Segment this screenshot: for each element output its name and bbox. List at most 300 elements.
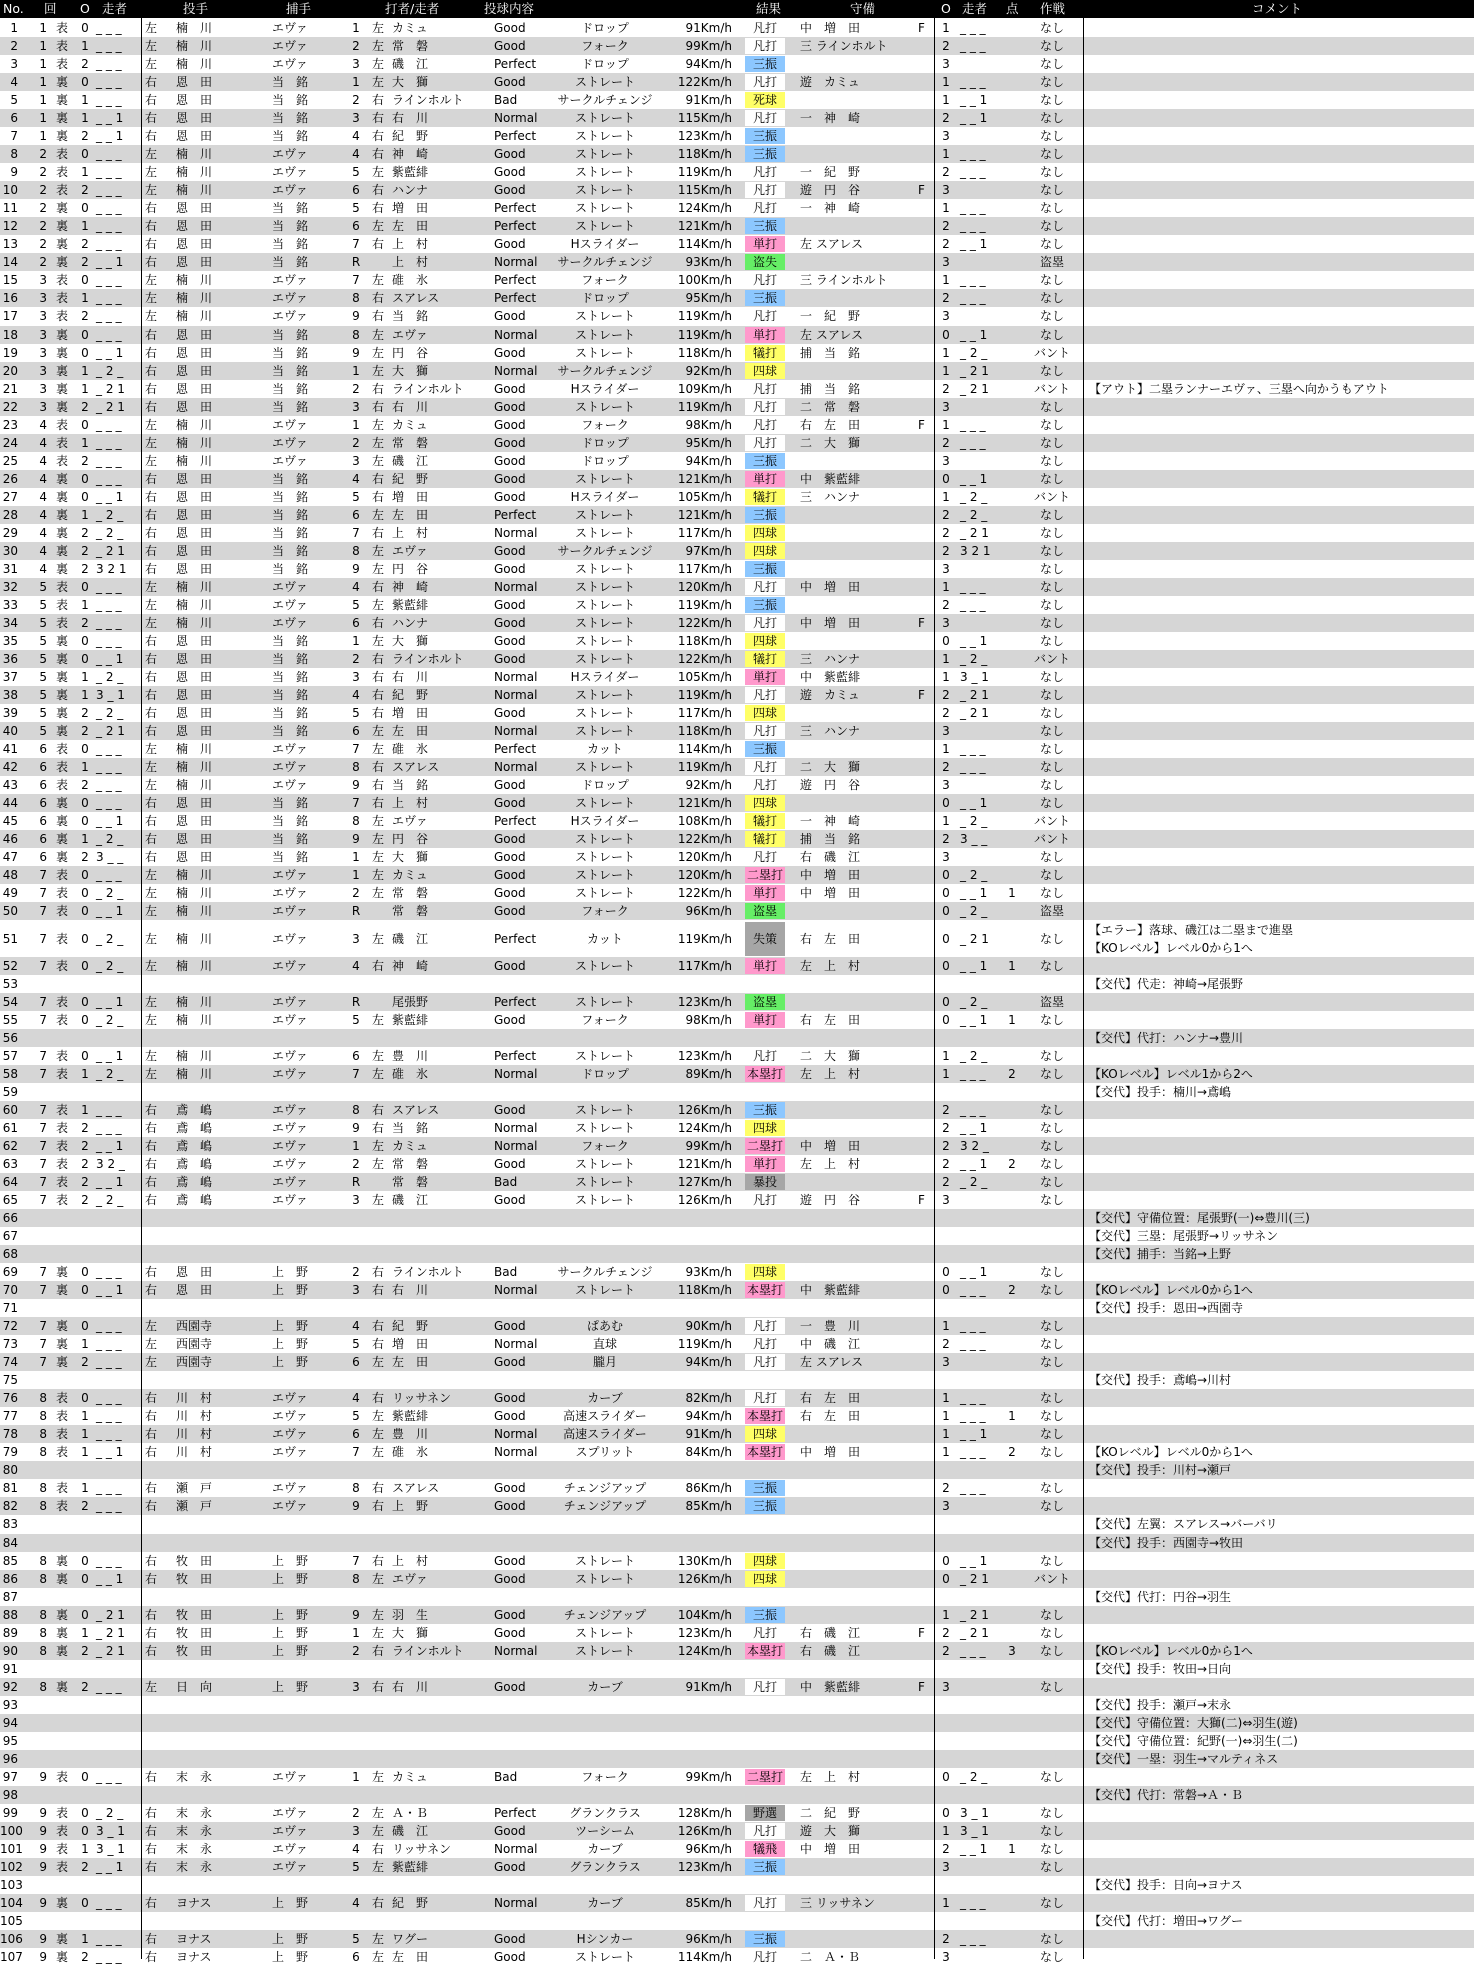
- cell-pitcher: 楠 川: [176, 1066, 213, 1081]
- cell-batter-hand: 左: [372, 1156, 385, 1171]
- cell-pitcher: 恩 田: [176, 850, 213, 865]
- cell-half: 裏: [55, 363, 68, 378]
- cell-outs: 2: [81, 1192, 89, 1207]
- cell-catcher: 上 野: [272, 1643, 309, 1658]
- cell-inning: 8: [39, 1553, 47, 1568]
- cell-runners-after: _ _ _: [960, 219, 986, 234]
- cell-pitch-type: ストレート: [574, 1625, 635, 1640]
- table-row: [0, 1750, 1474, 1768]
- cell-batter-hand: 左: [372, 724, 385, 739]
- cell-play: なし: [1039, 1625, 1064, 1640]
- cell-quality: Good: [494, 1156, 526, 1171]
- cell-defense: 左 スアレス: [800, 1355, 863, 1370]
- cell-inning: 1: [39, 75, 47, 90]
- cell-no: 22: [2, 399, 18, 414]
- cell-result: 四球: [745, 633, 785, 649]
- cell-defense: 右 左 田: [800, 1409, 861, 1424]
- cell-play: なし: [1039, 291, 1064, 306]
- cell-defense: 三 ラインホルト: [800, 39, 888, 54]
- cell-batting-order: 9: [352, 1120, 360, 1135]
- cell-comment: 【KOレベル】レベル0から1へ: [1089, 1643, 1253, 1658]
- cell-result: 本塁打: [746, 1409, 783, 1424]
- cell-catcher: エヴァ: [272, 1860, 308, 1875]
- cell-half: 裏: [55, 850, 68, 865]
- cell-outs: 0: [81, 1391, 89, 1406]
- cell-inning: 3: [39, 327, 47, 342]
- cell-outs-after: 2: [942, 525, 950, 540]
- cell-pitch-type: ドロップ: [581, 435, 629, 450]
- cell-result: 四球: [745, 1264, 785, 1280]
- cell-batter-hand: 左: [372, 435, 385, 450]
- cell-catcher: エヴァ: [272, 886, 308, 901]
- cell-play: なし: [1039, 724, 1064, 739]
- cell-batting-order: 4: [352, 129, 360, 144]
- cell-pitcher-hand: 右: [145, 399, 158, 414]
- cell-pitcher: 鳶 嶋: [176, 1120, 213, 1135]
- cell-half: 裏: [55, 796, 68, 811]
- cell-batter-hand: 右: [372, 796, 385, 811]
- cell-batting-order: 2: [352, 1156, 360, 1171]
- cell-quality: Good: [494, 1409, 526, 1424]
- cell-pitcher: 楠 川: [176, 886, 213, 901]
- cell-no: 69: [2, 1265, 18, 1280]
- cell-quality: Good: [494, 165, 526, 180]
- cell-pitcher-hand: 右: [145, 1824, 158, 1838]
- cell-defense: 一 紀 野: [800, 165, 861, 180]
- cell-pitch-type: サークルチェンジ: [557, 543, 653, 558]
- cell-inning: 4: [39, 471, 47, 486]
- cell-pitcher-hand: 右: [145, 1427, 158, 1442]
- cell-pitcher: 恩 田: [176, 670, 213, 685]
- cell-runners: _ _ _: [96, 1120, 122, 1135]
- cell-batter-hand: 左: [372, 273, 385, 288]
- cell-play: なし: [1039, 525, 1064, 540]
- cell-speed: 126Km/h: [677, 1192, 732, 1207]
- cell-pitch-type: グランクラス: [569, 1805, 641, 1820]
- cell-runners: _ _ _: [96, 309, 122, 324]
- cell-batter-hand: 左: [372, 832, 385, 847]
- cell-pitcher: 鳶 嶋: [176, 1192, 213, 1207]
- cell-batter-hand: 左: [372, 886, 385, 901]
- cell-quality: Bad: [494, 1174, 518, 1189]
- cell-batter-hand: 左: [372, 1805, 385, 1820]
- cell-batter: 大 獅: [392, 75, 429, 90]
- cell-half: 裏: [55, 129, 68, 144]
- cell-pitcher-hand: 右: [145, 670, 158, 685]
- cell-batter-hand: 左: [372, 75, 385, 90]
- cell-result: 三振: [745, 741, 785, 757]
- cell-batter: 円 谷: [392, 832, 429, 847]
- cell-pitcher: 恩 田: [176, 814, 213, 829]
- cell-batter: ラインホルト: [392, 381, 464, 396]
- cell-batter: 紫藍緋: [392, 1860, 429, 1875]
- cell-inning: 7: [39, 886, 47, 901]
- cell-quality: Good: [494, 1499, 526, 1514]
- cell-pitcher-hand: 右: [145, 471, 158, 486]
- cell-play: なし: [1039, 1842, 1064, 1857]
- cell-outs-after: 0: [942, 868, 950, 883]
- cell-outs-after: 0: [942, 1265, 950, 1280]
- cell-quality: Normal: [494, 327, 538, 342]
- cell-inning: 3: [39, 273, 47, 288]
- cell-no: 42: [2, 760, 18, 775]
- cell-batter: エヴァ: [392, 543, 428, 558]
- cell-outs-after: 2: [942, 435, 950, 450]
- cell-play: なし: [1039, 93, 1064, 108]
- cell-no: 12: [2, 219, 18, 234]
- table-row: [0, 542, 1474, 560]
- cell-batting-order: 6: [352, 1355, 360, 1370]
- cell-result: 凡打: [745, 272, 785, 288]
- cell-pitcher: 西園寺: [176, 1337, 213, 1352]
- cell-no: 14: [2, 255, 18, 270]
- cell-outs-after: 2: [942, 688, 950, 703]
- cell-outs-after: 1: [942, 273, 950, 288]
- cell-result: 三振: [745, 1480, 785, 1496]
- cell-batter: リッサネン: [392, 1842, 452, 1857]
- table-row: [0, 812, 1474, 830]
- cell-speed: 109Km/h: [677, 381, 732, 396]
- cell-outs: 0: [81, 814, 89, 829]
- cell-batter: 神 崎: [392, 958, 429, 973]
- cell-batter: カミュ: [392, 417, 428, 432]
- cell-no: 35: [2, 634, 18, 649]
- cell-pitcher-hand: 右: [145, 1553, 158, 1568]
- cell-speed: 119Km/h: [677, 931, 732, 946]
- cell-runs: 1: [1008, 958, 1016, 973]
- cell-runners: _ _ _: [96, 273, 122, 288]
- cell-batter: 当 銘: [392, 778, 429, 793]
- cell-runners: _ _ _: [96, 75, 122, 90]
- cell-speed: 122Km/h: [677, 652, 732, 667]
- cell-outs-after: 1: [942, 1824, 950, 1838]
- cell-result: 盗失: [745, 254, 785, 270]
- cell-result: 凡打: [745, 74, 785, 90]
- cell-inning: 7: [39, 868, 47, 883]
- cell-inning: 1: [39, 93, 47, 108]
- cell-inning: 5: [39, 615, 47, 630]
- cell-catcher: 上 野: [272, 1932, 309, 1947]
- cell-runners: _ _ 1: [96, 1048, 124, 1063]
- cell-defense: 中 増 田: [800, 868, 861, 883]
- cell-pitch-type: フォーク: [581, 904, 629, 919]
- cell-pitcher-hand: 左: [145, 615, 158, 630]
- cell-no: 58: [2, 1066, 18, 1081]
- cell-outs-after: 0: [942, 327, 950, 342]
- cell-inning: 7: [39, 1337, 47, 1352]
- cell-no: 90: [2, 1643, 18, 1658]
- cell-outs-after: 3: [942, 1192, 950, 1207]
- cell-batting-order: 8: [352, 543, 360, 558]
- cell-half: 表: [55, 1499, 68, 1514]
- cell-outs-after: 1: [942, 1607, 950, 1622]
- cell-pitcher-hand: 左: [145, 39, 158, 54]
- cell-catcher: エヴァ: [272, 1048, 308, 1063]
- cell-batter: 大 獅: [392, 363, 429, 378]
- cell-pitcher-hand: 右: [145, 1842, 158, 1857]
- cell-speed: 86Km/h: [685, 1481, 732, 1496]
- cell-play: なし: [1039, 706, 1064, 721]
- cell-pitcher: 西園寺: [176, 1319, 213, 1334]
- cell-batting-order: 6: [352, 1950, 360, 1965]
- cell-half: 表: [55, 1445, 68, 1460]
- cell-outs-after: 2: [942, 1174, 950, 1189]
- cell-outs: 1: [81, 670, 89, 685]
- cell-catcher: エヴァ: [272, 417, 308, 432]
- cell-half: 表: [55, 958, 68, 973]
- cell-batter: 増 田: [392, 706, 429, 721]
- table-row: [0, 884, 1474, 902]
- cell-runners-after: _ 2 1: [960, 931, 989, 946]
- cell-play: バント: [1033, 1571, 1070, 1586]
- cell-play: なし: [1039, 1679, 1064, 1694]
- cell-pitch-type: ストレート: [574, 507, 635, 522]
- cell-defense: 一 神 崎: [800, 111, 861, 126]
- cell-speed: 119Km/h: [677, 399, 732, 414]
- cell-batter: カミュ: [392, 21, 428, 35]
- cell-outs-after: 3: [942, 1950, 950, 1965]
- cell-pitcher-hand: 左: [145, 904, 158, 919]
- cell-quality: Normal: [494, 670, 538, 685]
- cell-outs: 0: [81, 958, 89, 973]
- cell-batter-hand: 左: [372, 507, 385, 522]
- cell-outs-after: 2: [942, 237, 950, 252]
- cell-catcher: 当 銘: [272, 489, 309, 504]
- cell-half: 表: [55, 886, 68, 901]
- cell-no: 29: [2, 525, 18, 540]
- cell-result: 三振: [745, 1931, 785, 1947]
- cell-batter: 常 磐: [392, 886, 429, 901]
- cell-inning: 7: [39, 1120, 47, 1135]
- cell-catcher: 当 銘: [272, 345, 309, 360]
- cell-runners: 3 _ _: [96, 850, 124, 865]
- cell-play: なし: [1039, 579, 1064, 594]
- cell-no: 28: [2, 507, 18, 522]
- cell-inning: 2: [39, 237, 47, 252]
- cell-runners: _ 2 _: [96, 1805, 124, 1820]
- cell-defense: 三 リッサネン: [800, 1896, 875, 1911]
- cell-speed: 114Km/h: [677, 1950, 732, 1965]
- cell-pitcher-hand: 右: [145, 1860, 158, 1875]
- table-row: [0, 506, 1474, 524]
- cell-pitcher-hand: 右: [145, 1643, 158, 1658]
- cell-runners: 3 2 1: [96, 561, 127, 576]
- cell-speed: 82Km/h: [685, 1391, 732, 1406]
- cell-quality: Good: [494, 1391, 526, 1406]
- cell-result: 凡打: [745, 38, 785, 54]
- cell-catcher: 当 銘: [272, 832, 309, 847]
- cell-play: なし: [1039, 1932, 1064, 1947]
- cell-defense: 二 大 獅: [800, 435, 861, 450]
- cell-outs: 0: [81, 1553, 89, 1568]
- cell-comment: 【交代】投手：西園寺→牧田: [1089, 1535, 1244, 1550]
- cell-no: 34: [2, 615, 18, 630]
- cell-inning: 8: [39, 1409, 47, 1424]
- cell-pitcher: 鳶 嶋: [176, 1156, 213, 1171]
- cell-inning: 4: [39, 453, 47, 468]
- table-row: [0, 289, 1474, 307]
- cell-runners-after: _ 2 _: [960, 507, 988, 522]
- cell-play: なし: [1039, 1896, 1064, 1911]
- cell-batting-order: 2: [352, 1643, 360, 1658]
- cell-half: 裏: [55, 237, 68, 252]
- cell-half: 裏: [55, 832, 68, 847]
- cell-no: 97: [2, 1769, 18, 1784]
- cell-pitcher: 川 村: [176, 1427, 213, 1442]
- cell-runners-after: _ 2 _: [960, 814, 988, 829]
- cell-catcher: エヴァ: [272, 309, 308, 324]
- cell-pitcher: 恩 田: [176, 129, 213, 144]
- cell-play: なし: [1039, 1769, 1064, 1784]
- cell-quality: Good: [494, 381, 526, 396]
- cell-outs-after: 2: [942, 706, 950, 721]
- cell-play: なし: [1039, 931, 1064, 946]
- cell-no: 60: [2, 1102, 18, 1117]
- cell-pitcher: 牧 田: [176, 1625, 213, 1640]
- cell-half: 裏: [55, 1553, 68, 1568]
- cell-play: なし: [1039, 1805, 1064, 1820]
- cell-catcher: エヴァ: [272, 904, 308, 919]
- cell-runners-after: _ 2 1: [960, 1625, 989, 1640]
- cell-catcher: エヴァ: [272, 1824, 308, 1838]
- cell-batter: エヴァ: [392, 1571, 428, 1586]
- cell-pitch-type: 高速スライダー: [563, 1409, 647, 1424]
- cell-quality: Good: [494, 21, 526, 35]
- cell-batter: 碓 氷: [392, 1066, 429, 1081]
- cell-outs-after: 2: [942, 111, 950, 126]
- table-row: [0, 452, 1474, 470]
- cell-batter-hand: 左: [372, 1932, 385, 1947]
- cell-pitcher-hand: 左: [145, 760, 158, 775]
- cell-outs-after: 1: [942, 75, 950, 90]
- cell-result: 凡打: [745, 1679, 785, 1695]
- cell-quality: Good: [494, 832, 526, 847]
- cell-pitcher-hand: 右: [145, 1265, 158, 1280]
- table-row: [0, 1029, 1474, 1047]
- cell-pitcher-hand: 左: [145, 291, 158, 306]
- cell-speed: 123Km/h: [677, 129, 732, 144]
- cell-pitcher-hand: 右: [145, 111, 158, 126]
- cell-result: 凡打: [745, 579, 785, 595]
- cell-play: なし: [1039, 1283, 1064, 1298]
- cell-pitch-type: ストレート: [574, 399, 635, 414]
- cell-outs-after: 0: [942, 1805, 950, 1820]
- cell-quality: Good: [494, 1192, 526, 1207]
- cell-play: なし: [1039, 237, 1064, 252]
- cell-half: 表: [55, 931, 68, 946]
- cell-inning: 8: [39, 1391, 47, 1406]
- table-row: [0, 1011, 1474, 1029]
- cell-catcher: エヴァ: [272, 1192, 308, 1207]
- cell-pitcher-hand: 左: [145, 886, 158, 901]
- cell-play: なし: [1039, 435, 1064, 450]
- cell-speed: 126Km/h: [677, 1102, 732, 1117]
- cell-quality: Normal: [494, 111, 538, 126]
- cell-pitcher: 恩 田: [176, 634, 213, 649]
- cell-batting-order: 8: [352, 291, 360, 306]
- cell-no: 50: [2, 904, 18, 919]
- cell-batting-order: 6: [352, 1048, 360, 1063]
- cell-speed: 119Km/h: [677, 760, 732, 775]
- cell-foul: F: [918, 21, 925, 35]
- cell-comment: 【交代】守備位置：紀野(一)⇔羽生(二): [1089, 1733, 1298, 1748]
- cell-speed: 124Km/h: [677, 201, 732, 216]
- cell-runners-after: _ _ _: [960, 165, 986, 180]
- cell-pitcher-hand: 左: [145, 1012, 158, 1027]
- cell-batting-order: 8: [352, 1481, 360, 1496]
- cell-quality: Normal: [494, 1066, 538, 1081]
- cell-batter-hand: 左: [372, 363, 385, 378]
- cell-runners-after: _ _ 1: [960, 1012, 988, 1027]
- cell-outs: 1: [81, 165, 89, 180]
- cell-runners-after: _ 2 1: [960, 1571, 989, 1586]
- cell-batter-hand: 右: [372, 778, 385, 793]
- cell-comment: 【交代】投手：鳶嶋→川村: [1089, 1373, 1232, 1388]
- cell-outs-after: 1: [942, 21, 950, 35]
- cell-outs: 0: [81, 1283, 89, 1298]
- cell-catcher: エヴァ: [272, 1156, 308, 1171]
- cell-batter-hand: 右: [372, 1391, 385, 1406]
- cell-no: 72: [2, 1319, 18, 1334]
- cell-quality: Good: [494, 904, 526, 919]
- cell-pitcher-hand: 左: [145, 597, 158, 612]
- cell-batting-order: 2: [352, 652, 360, 667]
- cell-pitch-type: フォーク: [581, 273, 629, 288]
- cell-result: 三振: [745, 218, 785, 234]
- cell-outs-after: 1: [942, 201, 950, 216]
- cell-quality: Good: [494, 543, 526, 558]
- cell-inning: 7: [39, 1012, 47, 1027]
- cell-play: バント: [1033, 381, 1070, 396]
- cell-outs-after: 3: [942, 561, 950, 576]
- cell-batter: ワグー: [392, 1932, 429, 1947]
- cell-catcher: エヴァ: [272, 1445, 308, 1460]
- cell-catcher: 当 銘: [272, 525, 309, 540]
- cell-inning: 7: [39, 904, 47, 919]
- cell-half: 表: [55, 742, 68, 757]
- cell-half: 裏: [55, 706, 68, 721]
- cell-speed: 121Km/h: [677, 1156, 732, 1171]
- cell-pitch-type: ドロップ: [581, 291, 629, 306]
- cell-pitcher-hand: 右: [145, 850, 158, 865]
- cell-result: 単打: [745, 1012, 785, 1028]
- cell-runners-after: _ _ _: [960, 1391, 986, 1406]
- cell-speed: 114Km/h: [677, 742, 732, 757]
- cell-runners: _ _ _: [96, 453, 122, 468]
- cell-result: 二塁打: [746, 1138, 783, 1153]
- cell-half: 裏: [55, 634, 68, 649]
- cell-batter: Ａ・Ｂ: [392, 1805, 429, 1820]
- cell-runners: _ _ _: [96, 796, 122, 811]
- cell-result: 四球: [745, 1120, 785, 1136]
- cell-speed: 94Km/h: [685, 1409, 732, 1424]
- cell-pitcher: 川 村: [176, 1409, 213, 1424]
- cell-batting-order: 9: [352, 345, 360, 360]
- cell-runners-after: _ 2 _: [960, 1769, 988, 1784]
- cell-half: 表: [55, 1066, 68, 1081]
- cell-batting-order: 1: [352, 1138, 360, 1153]
- cell-pitch-type: サークルチェンジ: [557, 363, 653, 378]
- cell-runners: _ _ _: [96, 1679, 122, 1694]
- cell-catcher: エヴァ: [272, 742, 308, 757]
- cell-batting-order: 4: [352, 688, 360, 703]
- cell-inning: 7: [39, 1174, 47, 1189]
- cell-pitcher-hand: 右: [145, 724, 158, 739]
- cell-pitch-type: フォーク: [581, 1769, 629, 1784]
- cell-pitcher-hand: 右: [145, 1499, 158, 1514]
- col-outs: O: [80, 1, 90, 16]
- table-row: [0, 758, 1474, 776]
